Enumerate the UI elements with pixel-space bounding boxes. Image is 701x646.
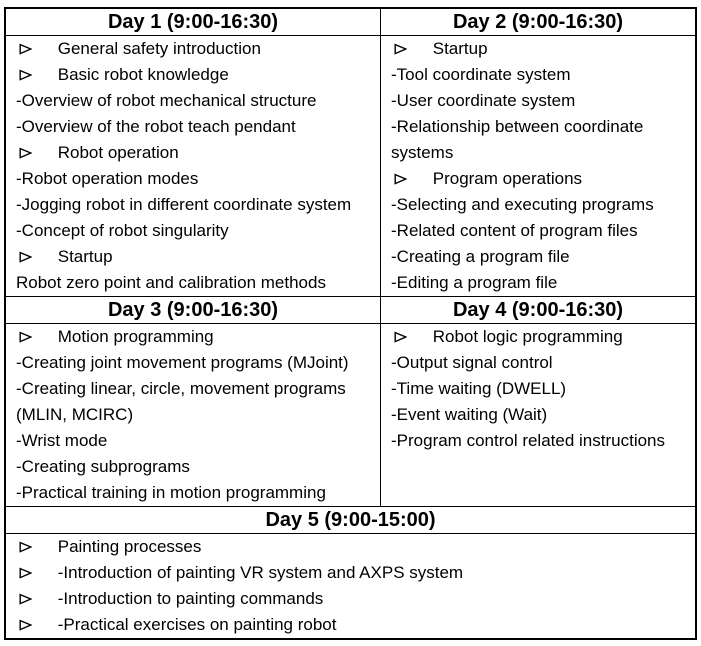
schedule-item-text: -Selecting and executing programs: [391, 195, 654, 214]
arrow-bullet-icon: [16, 586, 53, 612]
schedule-line: [16, 166, 376, 192]
schedule-item-text: -Concept of robot singularity: [16, 221, 229, 240]
schedule-item-text: -Relationship between coordinate: [391, 117, 644, 136]
schedule-line: [391, 270, 691, 296]
schedule-item-text: -Introduction of painting VR system and AXPS system: [57, 563, 464, 582]
schedule-line: [16, 376, 376, 402]
arrow-bullet-icon: [16, 534, 53, 560]
schedule-item-text: -Program control related instructions: [391, 431, 666, 450]
schedule-item-text: -Wrist mode: [16, 431, 108, 450]
schedule-line: [16, 560, 691, 586]
arrow-bullet-icon: [391, 324, 428, 350]
schedule-item-text: -Creating linear, circle, movement programs: [16, 379, 346, 398]
schedule-item-text: Basic robot knowledge: [57, 65, 229, 84]
schedule-line: [391, 114, 691, 140]
day5-header-row: [6, 507, 695, 534]
schedule-line: [391, 402, 691, 428]
training-schedule-table: [4, 7, 697, 640]
schedule-item-text: -Jogging robot in different coordinate system: [16, 195, 352, 214]
schedule-line: [16, 218, 376, 244]
schedule-line: [16, 192, 376, 218]
day4-header: Day 4 (9:00-16:30): [452, 299, 624, 321]
schedule-line: [16, 244, 376, 270]
schedule-line: [391, 218, 691, 244]
arrow-bullet-icon: [16, 560, 53, 586]
schedule-item-text: Program operations: [432, 169, 583, 188]
schedule-item-text: Robot zero point and calibration methods: [16, 273, 326, 292]
schedule-item-text: -Introduction to painting commands: [57, 589, 324, 608]
schedule-item-text: -Time waiting (DWELL): [391, 379, 567, 398]
schedule-line: [16, 324, 376, 350]
schedule-item-text: Robot logic programming: [432, 327, 623, 346]
day1-day2-header-row: [6, 9, 695, 36]
schedule-line: [391, 324, 691, 350]
schedule-line: [16, 62, 376, 88]
schedule-item-text: -Robot operation modes: [16, 169, 199, 188]
schedule-line: [16, 428, 376, 454]
schedule-line: [16, 454, 376, 480]
schedule-line: [16, 114, 376, 140]
schedule-line: [16, 612, 691, 638]
arrow-bullet-icon: [16, 244, 53, 270]
schedule-line: [391, 244, 691, 270]
schedule-item-text: -Editing a program file: [391, 273, 558, 292]
arrow-bullet-icon: [16, 612, 53, 638]
schedule-item-text: -Tool coordinate system: [391, 65, 571, 84]
arrow-bullet-icon: [16, 62, 53, 88]
schedule-item-text: Startup: [57, 247, 113, 266]
schedule-line: [16, 350, 376, 376]
arrow-bullet-icon: [16, 36, 53, 62]
schedule-line: [16, 586, 691, 612]
day3-day4-content-row: [6, 324, 695, 507]
day3-header: Day 3 (9:00-16:30): [6, 297, 381, 323]
schedule-line: [391, 192, 691, 218]
arrow-bullet-icon: [391, 36, 428, 62]
schedule-item-text: -User coordinate system: [391, 91, 576, 110]
schedule-item-text: Painting processes: [57, 537, 202, 556]
schedule-line: [16, 270, 376, 296]
schedule-item-text: General safety introduction: [57, 39, 261, 58]
day4-content: [381, 324, 695, 506]
day1-header: Day 1 (9:00-16:30): [6, 9, 381, 35]
arrow-bullet-icon: [391, 166, 428, 192]
schedule-line: [391, 428, 691, 454]
day1-day2-content-row: [6, 36, 695, 297]
schedule-line: [16, 480, 376, 506]
day5-content: [6, 534, 695, 638]
day3-content: [6, 324, 381, 506]
day3-day4-header-row: [6, 297, 695, 324]
schedule-line: [391, 350, 691, 376]
schedule-item-text: -Overview of robot mechanical structure: [16, 91, 317, 110]
schedule-line: [391, 376, 691, 402]
schedule-line: [391, 166, 691, 192]
schedule-item-text: -Event waiting (Wait): [391, 405, 548, 424]
schedule-line: [16, 36, 376, 62]
arrow-bullet-icon: [16, 140, 53, 166]
day2-header: Day 2 (9:00-16:30): [452, 11, 624, 33]
schedule-line: [391, 88, 691, 114]
day1-content: [6, 36, 381, 296]
schedule-line: [16, 140, 376, 166]
schedule-item-text: Startup: [432, 39, 488, 58]
schedule-item-text: Robot operation: [57, 143, 179, 162]
schedule-item-text: -Related content of program files: [391, 221, 638, 240]
schedule-item-text: -Creating subprograms: [16, 457, 190, 476]
schedule-line: [16, 88, 376, 114]
schedule-item-text: -Output signal control: [391, 353, 553, 372]
schedule-item-text: Motion programming: [57, 327, 214, 346]
schedule-item-text: -Overview of the robot teach pendant: [16, 117, 296, 136]
schedule-item-text: systems: [391, 143, 454, 162]
schedule-line: [391, 62, 691, 88]
day5-content-row: [6, 534, 695, 638]
day2-content: [381, 36, 695, 296]
schedule-line: [16, 534, 691, 560]
schedule-item-text: (MLIN, MCIRC): [16, 405, 134, 424]
schedule-item-text: -Creating a program file: [391, 247, 570, 266]
arrow-bullet-icon: [16, 324, 53, 350]
schedule-item-text: -Practical exercises on painting robot: [57, 615, 337, 634]
schedule-line: [391, 36, 691, 62]
schedule-line: [16, 402, 376, 428]
day5-header: Day 5 (9:00-15:00): [265, 509, 436, 531]
schedule-item-text: -Creating joint movement programs (MJoint): [16, 353, 349, 372]
schedule-item-text: -Practical training in motion programming: [16, 483, 326, 502]
schedule-line: [391, 140, 691, 166]
